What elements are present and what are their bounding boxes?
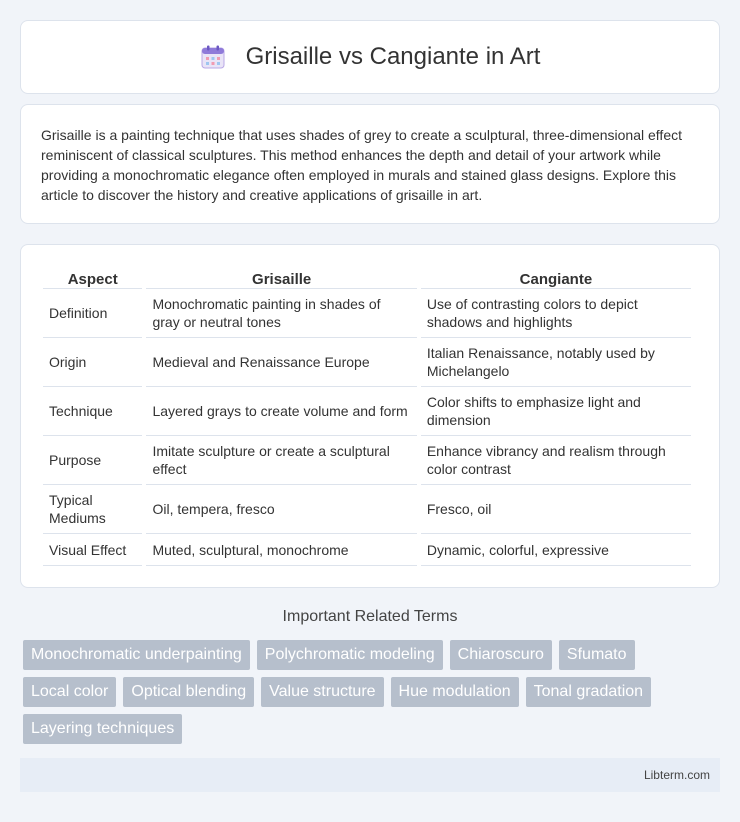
cell-grisaille: Imitate sculpture or create a sculptural effect <box>146 436 416 485</box>
related-term-tag[interactable]: Hue modulation <box>391 677 519 707</box>
related-term-tag[interactable]: Chiaroscuro <box>450 640 552 670</box>
related-term-tag[interactable]: Polychromatic modeling <box>257 640 443 670</box>
table-row <box>43 387 691 436</box>
cell-aspect: Purpose <box>43 436 142 485</box>
comparison-table <box>39 265 695 566</box>
cell-aspect: Technique <box>43 387 142 436</box>
cell-aspect: Definition <box>43 289 142 338</box>
cell-cangiante: Dynamic, colorful, expressive <box>421 534 691 566</box>
cell-grisaille: Layered grays to create volume and form <box>146 387 416 436</box>
calendar-icon <box>200 44 226 70</box>
cell-grisaille: Muted, sculptural, monochrome <box>146 534 416 566</box>
related-term-tag[interactable]: Sfumato <box>559 640 635 670</box>
related-term-tag[interactable]: Local color <box>23 677 116 707</box>
related-term-tag[interactable]: Monochromatic underpainting <box>23 640 250 670</box>
cell-aspect: Visual Effect <box>43 534 142 566</box>
intro-text: Grisaille is a painting technique that uses shades of grey to create a sculptural, three-dimensional effect reminiscent of classical sculptures. This method enhances the depth and detail of your artwork while providing a monochromatic elegance often employed in murals and stained glass designs. Explore this article to discover the history and creative applications of grisaille in art. <box>41 127 682 203</box>
related-term-tag[interactable]: Value structure <box>261 677 383 707</box>
cell-cangiante: Use of contrasting colors to depict shadows and highlights <box>421 289 691 338</box>
table-row <box>43 436 691 485</box>
comparison-table-card <box>20 244 720 588</box>
cell-cangiante: Italian Renaissance, notably used by Michelangelo <box>421 338 691 387</box>
cell-grisaille: Monochromatic painting in shades of gray or neutral tones <box>146 289 416 338</box>
header-cangiante: Cangiante <box>421 265 691 289</box>
table-row <box>43 485 691 534</box>
header-aspect: Aspect <box>43 265 142 289</box>
related-term-tag[interactable]: Layering techniques <box>23 714 182 744</box>
cell-aspect: Origin <box>43 338 142 387</box>
cell-grisaille: Oil, tempera, fresco <box>146 485 416 534</box>
cell-grisaille: Medieval and Renaissance Europe <box>146 338 416 387</box>
related-terms-list <box>23 640 723 751</box>
cell-cangiante: Color shifts to emphasize light and dimension <box>421 387 691 436</box>
table-header-row <box>43 265 691 289</box>
cell-aspect: Typical Mediums <box>43 485 142 534</box>
footer <box>20 758 720 792</box>
table-row <box>43 534 691 566</box>
header-grisaille: Grisaille <box>146 265 416 289</box>
table-row <box>43 289 691 338</box>
related-term-tag[interactable]: Tonal gradation <box>526 677 651 707</box>
page-title: Grisaille vs Cangiante in Art <box>245 43 541 70</box>
cell-cangiante: Enhance vibrancy and realism through color contrast <box>421 436 691 485</box>
related-term-tag[interactable]: Optical blending <box>123 677 254 707</box>
cell-cangiante: Fresco, oil <box>421 485 691 534</box>
table-row <box>43 338 691 387</box>
footer-site-link[interactable]: Libterm.com <box>643 768 710 782</box>
header-card <box>20 20 720 94</box>
intro-card <box>20 104 720 224</box>
related-terms-title: Important Related Terms <box>282 608 458 625</box>
